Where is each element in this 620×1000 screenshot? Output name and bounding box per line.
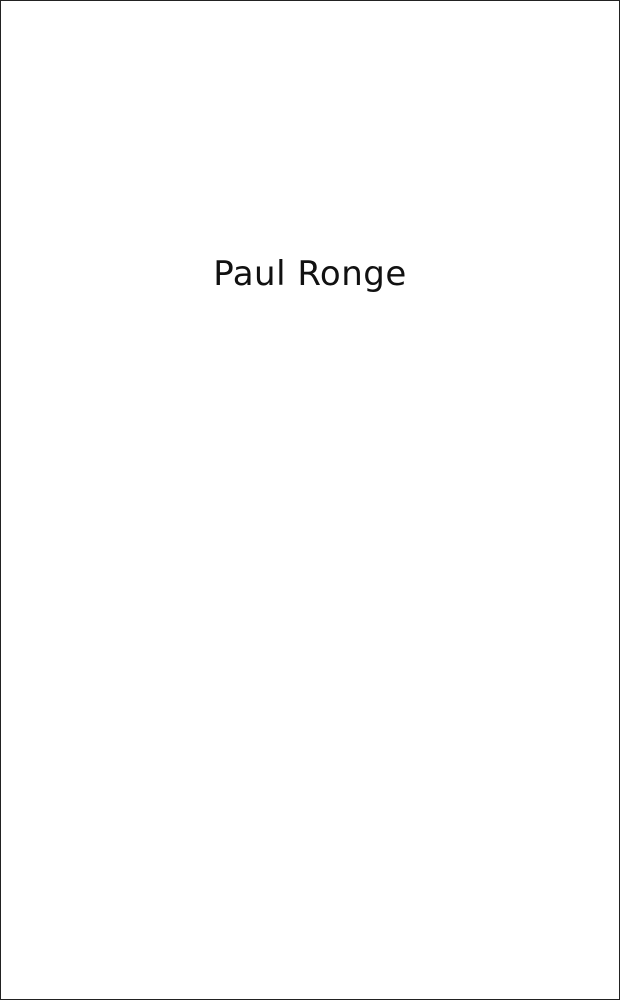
ceremony-line-2 bbox=[1, 762, 619, 792]
poem-line-3 bbox=[1, 87, 619, 116]
donation-line-3 bbox=[1, 908, 619, 938]
family-member-4 bbox=[1, 533, 619, 565]
deceased-name: Paul Ronge bbox=[213, 254, 407, 294]
poem-line-1 bbox=[1, 29, 619, 58]
poem-line-4 bbox=[1, 116, 619, 145]
donation-line-1 bbox=[1, 850, 619, 880]
address-line-2 bbox=[1, 663, 619, 693]
ceremony-line-1 bbox=[1, 733, 619, 763]
poem-line-2 bbox=[1, 58, 619, 87]
family-member-3 bbox=[1, 501, 619, 533]
family-member-1 bbox=[1, 437, 619, 469]
family-member-5 bbox=[1, 565, 619, 597]
address-line-1 bbox=[1, 633, 619, 663]
donation-line-2 bbox=[1, 879, 619, 909]
donation-line-4 bbox=[1, 937, 619, 967]
family-member-2 bbox=[1, 469, 619, 501]
ceremony-line-3 bbox=[1, 791, 619, 821]
